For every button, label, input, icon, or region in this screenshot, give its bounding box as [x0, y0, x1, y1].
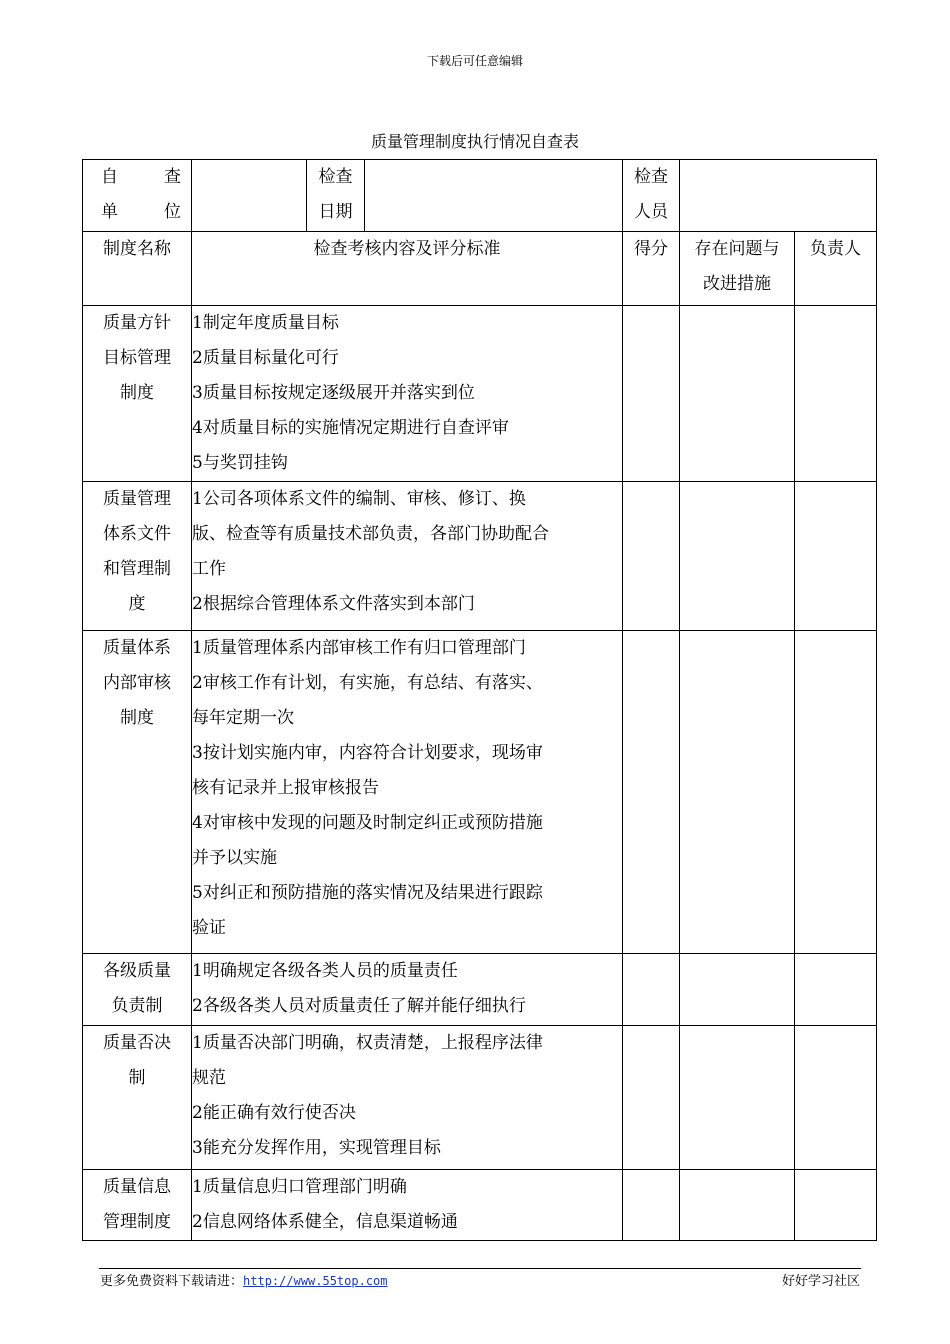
- table-row: [83, 1026, 877, 1170]
- issues-cell[interactable]: [680, 954, 795, 1026]
- system-name-cell: 质量管理 体系文件 和管理制 度: [83, 482, 192, 631]
- column-header-row: [83, 232, 877, 306]
- date-value-cell[interactable]: [365, 160, 623, 232]
- score-cell[interactable]: [623, 954, 680, 1026]
- score-cell[interactable]: [623, 1026, 680, 1170]
- system-name-cell: 质量信息 管理制度: [83, 1170, 192, 1241]
- col-owner-header: 负责人: [795, 232, 877, 306]
- table-row: [83, 954, 877, 1026]
- unit-label-cell: 自 查 单 位: [83, 160, 192, 232]
- inspector-value-cell[interactable]: [680, 160, 877, 232]
- table-row: [83, 482, 877, 631]
- self-check-table: [82, 159, 877, 1241]
- col-criteria-header: 检查考核内容及评分标准: [192, 232, 623, 306]
- issues-cell[interactable]: [680, 1026, 795, 1170]
- criteria-cell: 1公司各项体系文件的编制、审核、修订、换 版、检查等有质量技术部负责，各部门协助配合 工作 2根据综合管理体系文件落实到本部门: [192, 482, 623, 631]
- document-title: 质量管理制度执行情况自查表: [370, 132, 579, 151]
- unit-value-cell[interactable]: [192, 160, 307, 232]
- table-row: [83, 631, 877, 954]
- criteria-cell: 1质量否决部门明确，权责清楚，上报程序法律 规范 2能正确有效行使否决 3能充分发挥作用，实现管理目标: [192, 1026, 623, 1170]
- criteria-cell: 1明确规定各级各类人员的质量责任 2各级各类人员对质量责任了解并能仔细执行: [192, 954, 623, 1026]
- issues-cell[interactable]: [680, 482, 795, 631]
- table-row: [83, 1170, 877, 1241]
- footer: [100, 1270, 860, 1289]
- issues-cell[interactable]: [680, 306, 795, 482]
- owner-cell[interactable]: [795, 954, 877, 1026]
- issues-cell[interactable]: [680, 1170, 795, 1241]
- date-label-cell: 检查 日期: [307, 160, 365, 232]
- criteria-cell: 1质量管理体系内部审核工作有归口管理部门 2审核工作有计划，有实施，有总结、有落实、 每年定期一次 3按计划实施内审，内容符合计划要求，现场审 核有记录并上报审核报告 4对审核中发现的问题及时制定纠正或预防措施 并予以实施 5对纠正和预防措施的落实情况及结果进行跟踪 验证: [192, 631, 623, 954]
- header-note: 下载后可任意编辑: [426, 54, 523, 68]
- score-cell[interactable]: [623, 306, 680, 482]
- score-cell[interactable]: [623, 1170, 680, 1241]
- score-cell[interactable]: [623, 482, 680, 631]
- col-name-header: 制度名称: [83, 232, 192, 306]
- owner-cell[interactable]: [795, 1026, 877, 1170]
- info-row: [83, 160, 877, 232]
- owner-cell[interactable]: [795, 631, 877, 954]
- owner-cell[interactable]: [795, 1170, 877, 1241]
- footer-download-text: 更多免费资料下载请进：: [100, 1274, 244, 1289]
- owner-cell[interactable]: [795, 306, 877, 482]
- footer-link[interactable]: http://www.55top.com: [243, 1274, 388, 1288]
- system-name-cell: 质量否决 制: [83, 1026, 192, 1170]
- system-name-cell: 质量体系 内部审核 制度: [83, 631, 192, 954]
- inspector-label-cell: 检查 人员: [623, 160, 680, 232]
- footer-divider: [99, 1268, 861, 1269]
- score-cell[interactable]: [623, 631, 680, 954]
- footer-community-text: 好好学习社区: [781, 1274, 860, 1289]
- criteria-cell: 1质量信息归口管理部门明确 2信息网络体系健全，信息渠道畅通: [192, 1170, 623, 1241]
- table-row: [83, 306, 877, 482]
- col-issues-header: 存在问题与 改进措施: [680, 232, 795, 306]
- system-name-cell: 各级质量 负责制: [83, 954, 192, 1026]
- col-score-header: 得分: [623, 232, 680, 306]
- owner-cell[interactable]: [795, 482, 877, 631]
- system-name-cell: 质量方针 目标管理 制度: [83, 306, 192, 482]
- footer-left: [100, 1270, 388, 1289]
- issues-cell[interactable]: [680, 631, 795, 954]
- criteria-cell: 1制定年度质量目标 2质量目标量化可行 3质量目标按规定逐级展开并落实到位 4对质量目标的实施情况定期进行自查评审 5与奖罚挂钩: [192, 306, 623, 482]
